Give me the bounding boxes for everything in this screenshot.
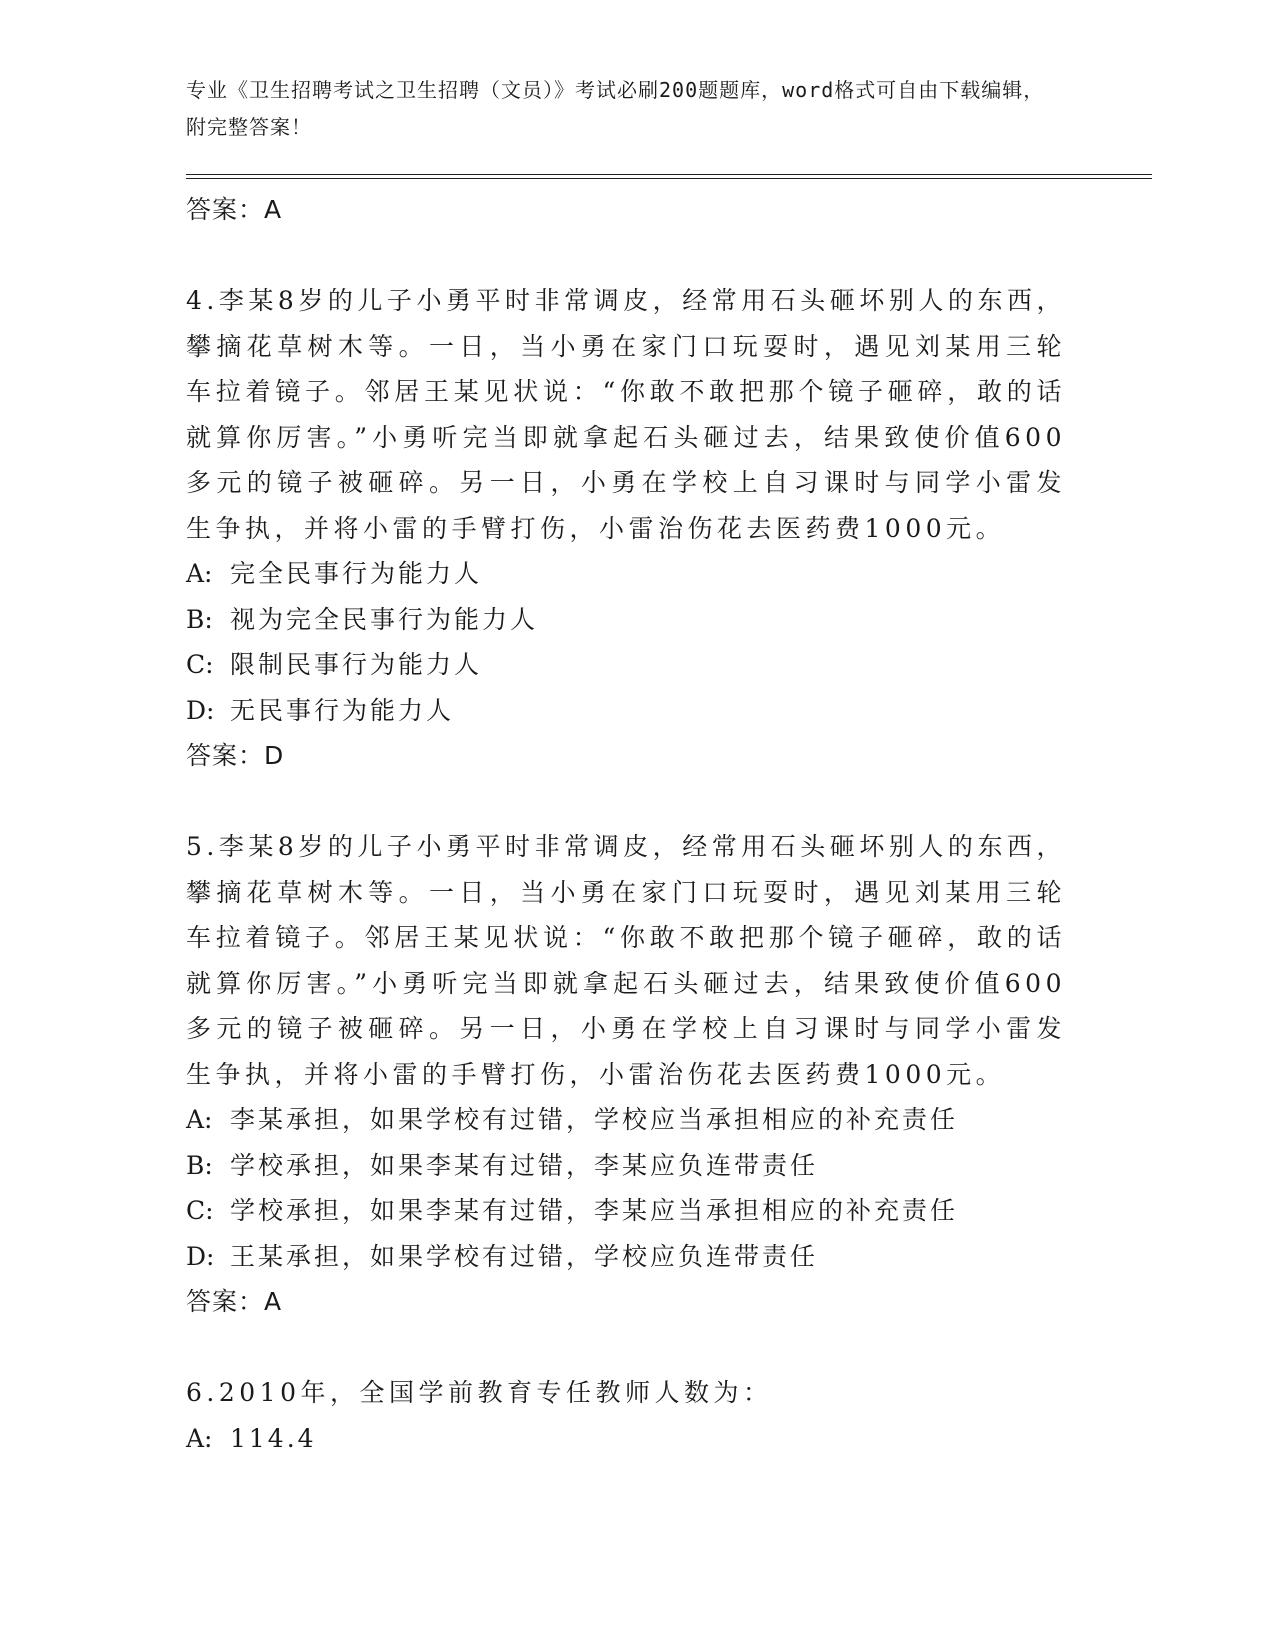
option-key: A: — [186, 1423, 213, 1453]
option-text: 王某承担，如果学校有过错，学校应负连带责任 — [230, 1241, 819, 1271]
option-text: 李某承担，如果学校有过错，学校应当承担相应的补充责任 — [230, 1105, 959, 1134]
spacer — [186, 233, 1066, 278]
option-key: A: — [186, 559, 213, 588]
question-stem: 6.2010年，全国学前教育专任教师人数为： — [186, 1378, 773, 1407]
option-c — [186, 642, 1066, 688]
option-text: 视为完全民事行为能力人 — [230, 604, 539, 634]
spacer — [186, 1325, 1066, 1370]
page-header: 专业《卫生招聘考试之卫生招聘（文员）》考试必刷200题题库，word格式可自由下载编辑，附完整答案！ — [186, 78, 1045, 139]
option-text: 学校承担，如果李某有过错，李某应当承担相应的补充责任 — [230, 1196, 959, 1225]
option-text: 限制民事行为能力人 — [230, 650, 483, 679]
option-key: D: — [186, 1241, 215, 1271]
answer-line: 答案：D — [186, 741, 285, 770]
header-divider — [186, 174, 1152, 179]
option-b — [186, 1143, 1066, 1189]
question-stem: 4.李某8岁的儿子小勇平时非常调皮，经常用石头砸坏别人的东西，攀摘花草树木等。一日，当小勇在家门口玩耍时，遇见刘某用三轮车拉着镜子。邻居王某见状说：“你敢不敢把那个镜子砸碎，敢的话就算你厉害。”小勇听完当即就拿起石头砸过去，结果致使价值600多元的镜子被砸碎。另一日，小勇在学校上自习课时与同学小雷发生争执，并将小雷的手臂打伤，小雷治伤花去医药费1000元。 — [186, 286, 1066, 543]
option-text: 完全民事行为能力人 — [230, 559, 483, 588]
page-content — [186, 187, 1066, 1461]
option-text: 学校承担，如果李某有过错，李某应负连带责任 — [230, 1150, 819, 1180]
option-text: 114.4 — [230, 1423, 317, 1453]
option-key: A: — [186, 1105, 213, 1134]
answer-line: 答案：A — [186, 1287, 283, 1316]
option-text: 无民事行为能力人 — [230, 695, 455, 725]
option-key: B: — [186, 604, 213, 634]
option-d — [186, 688, 1066, 734]
option-a — [186, 551, 1066, 597]
option-c — [186, 1188, 1066, 1234]
option-d — [186, 1234, 1066, 1280]
option-b — [186, 597, 1066, 643]
option-a — [186, 1097, 1066, 1143]
answer-line: 答案：A — [186, 195, 283, 224]
spacer — [186, 779, 1066, 824]
option-key: D: — [186, 695, 215, 725]
question-stem: 5.李某8岁的儿子小勇平时非常调皮，经常用石头砸坏别人的东西，攀摘花草树木等。一日，当小勇在家门口玩耍时，遇见刘某用三轮车拉着镜子。邻居王某见状说：“你敢不敢把那个镜子砸碎，敢的话就算你厉害。”小勇听完当即就拿起石头砸过去，结果致使价值600多元的镜子被砸碎。另一日，小勇在学校上自习课时与同学小雷发生争执，并将小雷的手臂打伤，小雷治伤花去医药费1000元。 — [186, 832, 1066, 1089]
option-a — [186, 1416, 1066, 1462]
option-key: C: — [186, 650, 214, 679]
option-key: B: — [186, 1150, 213, 1180]
option-key: C: — [186, 1196, 214, 1225]
